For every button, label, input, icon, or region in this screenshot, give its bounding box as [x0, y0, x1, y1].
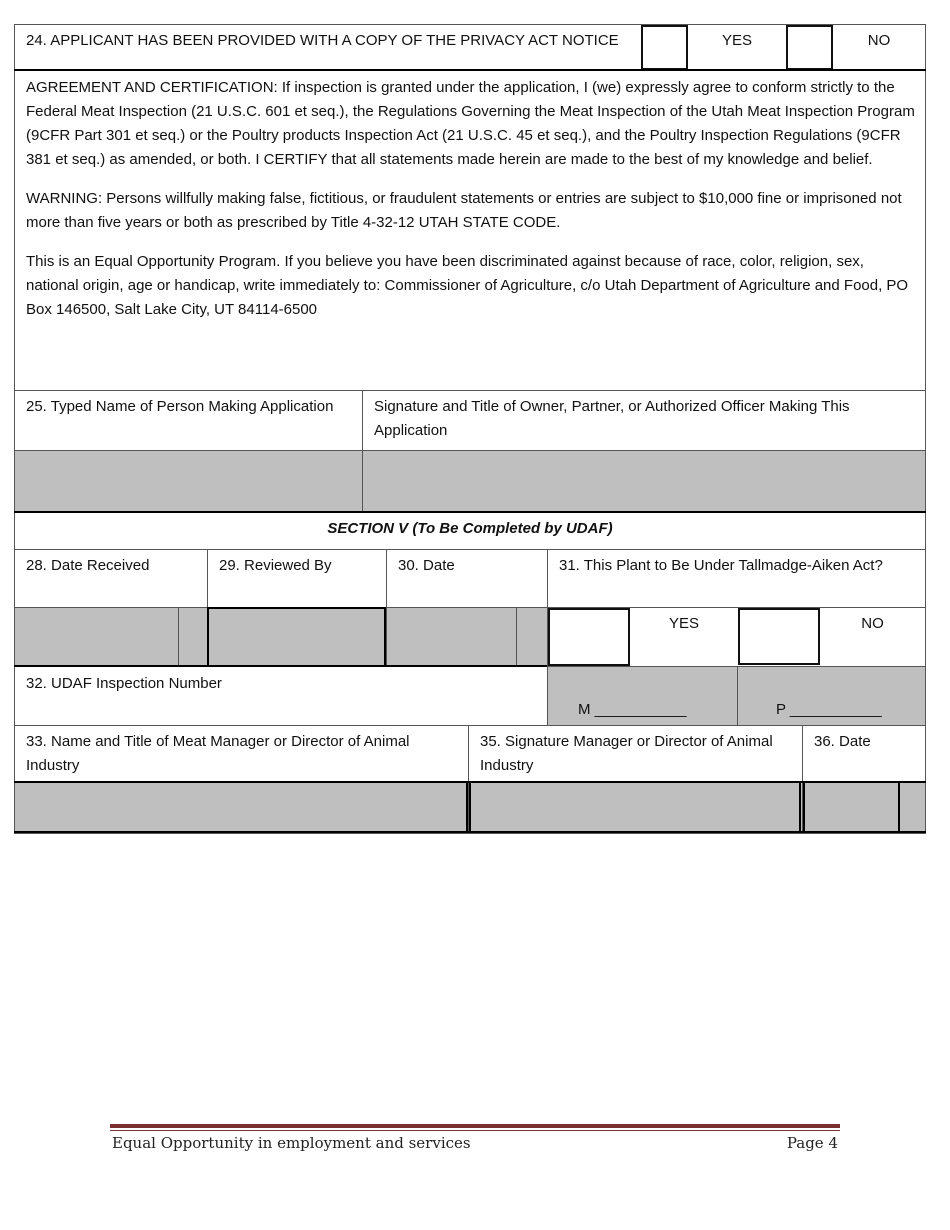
footer-rule-thick — [110, 1124, 840, 1128]
q33-field-right-edge — [466, 783, 468, 833]
row28-divider-3 — [547, 549, 548, 725]
q30-inner-separator — [516, 608, 517, 665]
q32-m-value: M ___________ — [578, 701, 687, 718]
row32-m-p-divider — [737, 666, 738, 725]
footer-left-text: Equal Opportunity in employment and services — [112, 1134, 471, 1152]
q29-top-edge — [207, 607, 386, 609]
agreement-certification-paragraph: AGREEMENT AND CERTIFICATION: If inspection is granted under the application, I (we) expressly agree to conform strictly to the Federal Meat Inspection (21 U.S.C. 601 et seq.), the Regulations Governing the Meat Inspection of the Utah Meat Inspection Program (9CFR Part 301 et seq.) or the Poultry products Inspection Act (21 U.S.C. 45 et seq.), and the Poultry Inspection Regulations (9CFR 381 et seq.) as amended, or both. I CERTIFY that all statements made herein are made to the best of my knowledge and belief. — [26, 79, 915, 168]
q24-no-checkbox[interactable] — [786, 25, 833, 70]
q24-yes-checkbox[interactable] — [641, 25, 688, 70]
row32-bottom-rule — [14, 725, 926, 726]
q30-date-field[interactable] — [386, 608, 547, 665]
row28-fields-bottom-rule — [14, 665, 547, 667]
q29-left-thick-edge — [207, 608, 209, 665]
footer-page-number: Page 4 — [786, 1134, 838, 1152]
q24-no-label: NO — [867, 32, 891, 49]
q33-name-title-field[interactable] — [15, 783, 468, 833]
q36-field-left-edge — [803, 783, 805, 833]
q32-p-value: P ___________ — [776, 701, 882, 718]
q28-label: 28. Date Received — [26, 557, 150, 574]
table-bottom-border — [14, 833, 926, 834]
top-border — [14, 24, 926, 25]
q31-yes-label: YES — [668, 615, 699, 632]
q31-label: 31. This Plant to Be Under Tallmadge-Aiken Act? — [559, 557, 883, 574]
q36-field-inner-edge — [898, 783, 900, 833]
q35-field-right-edge — [799, 783, 801, 833]
q30-label: 30. Date — [398, 557, 455, 574]
section-v-title: SECTION V (To Be Completed by UDAF) — [327, 520, 613, 537]
q25-label: 25. Typed Name of Person Making Application — [26, 398, 334, 415]
q36-label: 36. Date — [814, 733, 871, 750]
agreement-text — [26, 76, 918, 322]
q31-yes-checkbox[interactable] — [548, 608, 630, 666]
equal-opportunity-paragraph: This is an Equal Opportunity Program. If you believe you have been discriminated against because of race, color, religion, sex, national origin, age or handicap, write immediately to: Commissioner of Agriculture, c/o Utah Department of Agriculture and Food, PO Box 146500, Salt Lake City, UT 84114-6500 — [26, 253, 909, 318]
q28-inner-separator — [178, 608, 179, 665]
row24-bottom-rule — [14, 69, 926, 71]
q31-no-label: NO — [861, 615, 884, 632]
row25-bottom-rule — [14, 511, 926, 513]
q35-field-left-edge — [469, 783, 471, 833]
q29-reviewed-by-field[interactable] — [207, 608, 386, 665]
q29-right-thick-edge — [384, 608, 386, 665]
row28-label-bottom-rule — [14, 607, 926, 608]
q32-label: 32. UDAF Inspection Number — [26, 675, 222, 692]
q36-field-bottom-edge — [14, 831, 926, 833]
q25-typed-name-field[interactable] — [15, 451, 362, 511]
q35-label: 35. Signature Manager or Director of Animal Industry — [480, 733, 773, 774]
q33-label: 33. Name and Title of Meat Manager or Director of Animal Industry — [26, 733, 410, 774]
q25-signature-field[interactable] — [363, 451, 925, 511]
q25-signature-label: Signature and Title of Owner, Partner, or Authorized Officer Making This Application — [374, 398, 850, 439]
outer-right-border — [925, 24, 926, 834]
q29-label: 29. Reviewed By — [219, 557, 332, 574]
agreement-bottom-rule — [14, 390, 926, 391]
q31-no-checkbox[interactable] — [738, 608, 820, 665]
q36-date-field[interactable] — [802, 783, 925, 833]
q24-yes-label: YES — [721, 32, 752, 49]
outer-left-border — [14, 24, 15, 834]
q35-signature-field[interactable] — [468, 783, 802, 833]
section-title-bottom-rule — [14, 549, 926, 550]
warning-paragraph: WARNING: Persons willfully making false, fictitious, or fraudulent statements or entries are subject to $10,000 fine or imprisoned not more than five years or both as prescribed by Title 4-32-12 UTAH STATE CODE. — [26, 190, 902, 231]
q24-label: 24. APPLICANT HAS BEEN PROVIDED WITH A COPY OF THE PRIVACY ACT NOTICE — [26, 32, 619, 49]
row25-label-bottom-rule — [14, 450, 926, 451]
